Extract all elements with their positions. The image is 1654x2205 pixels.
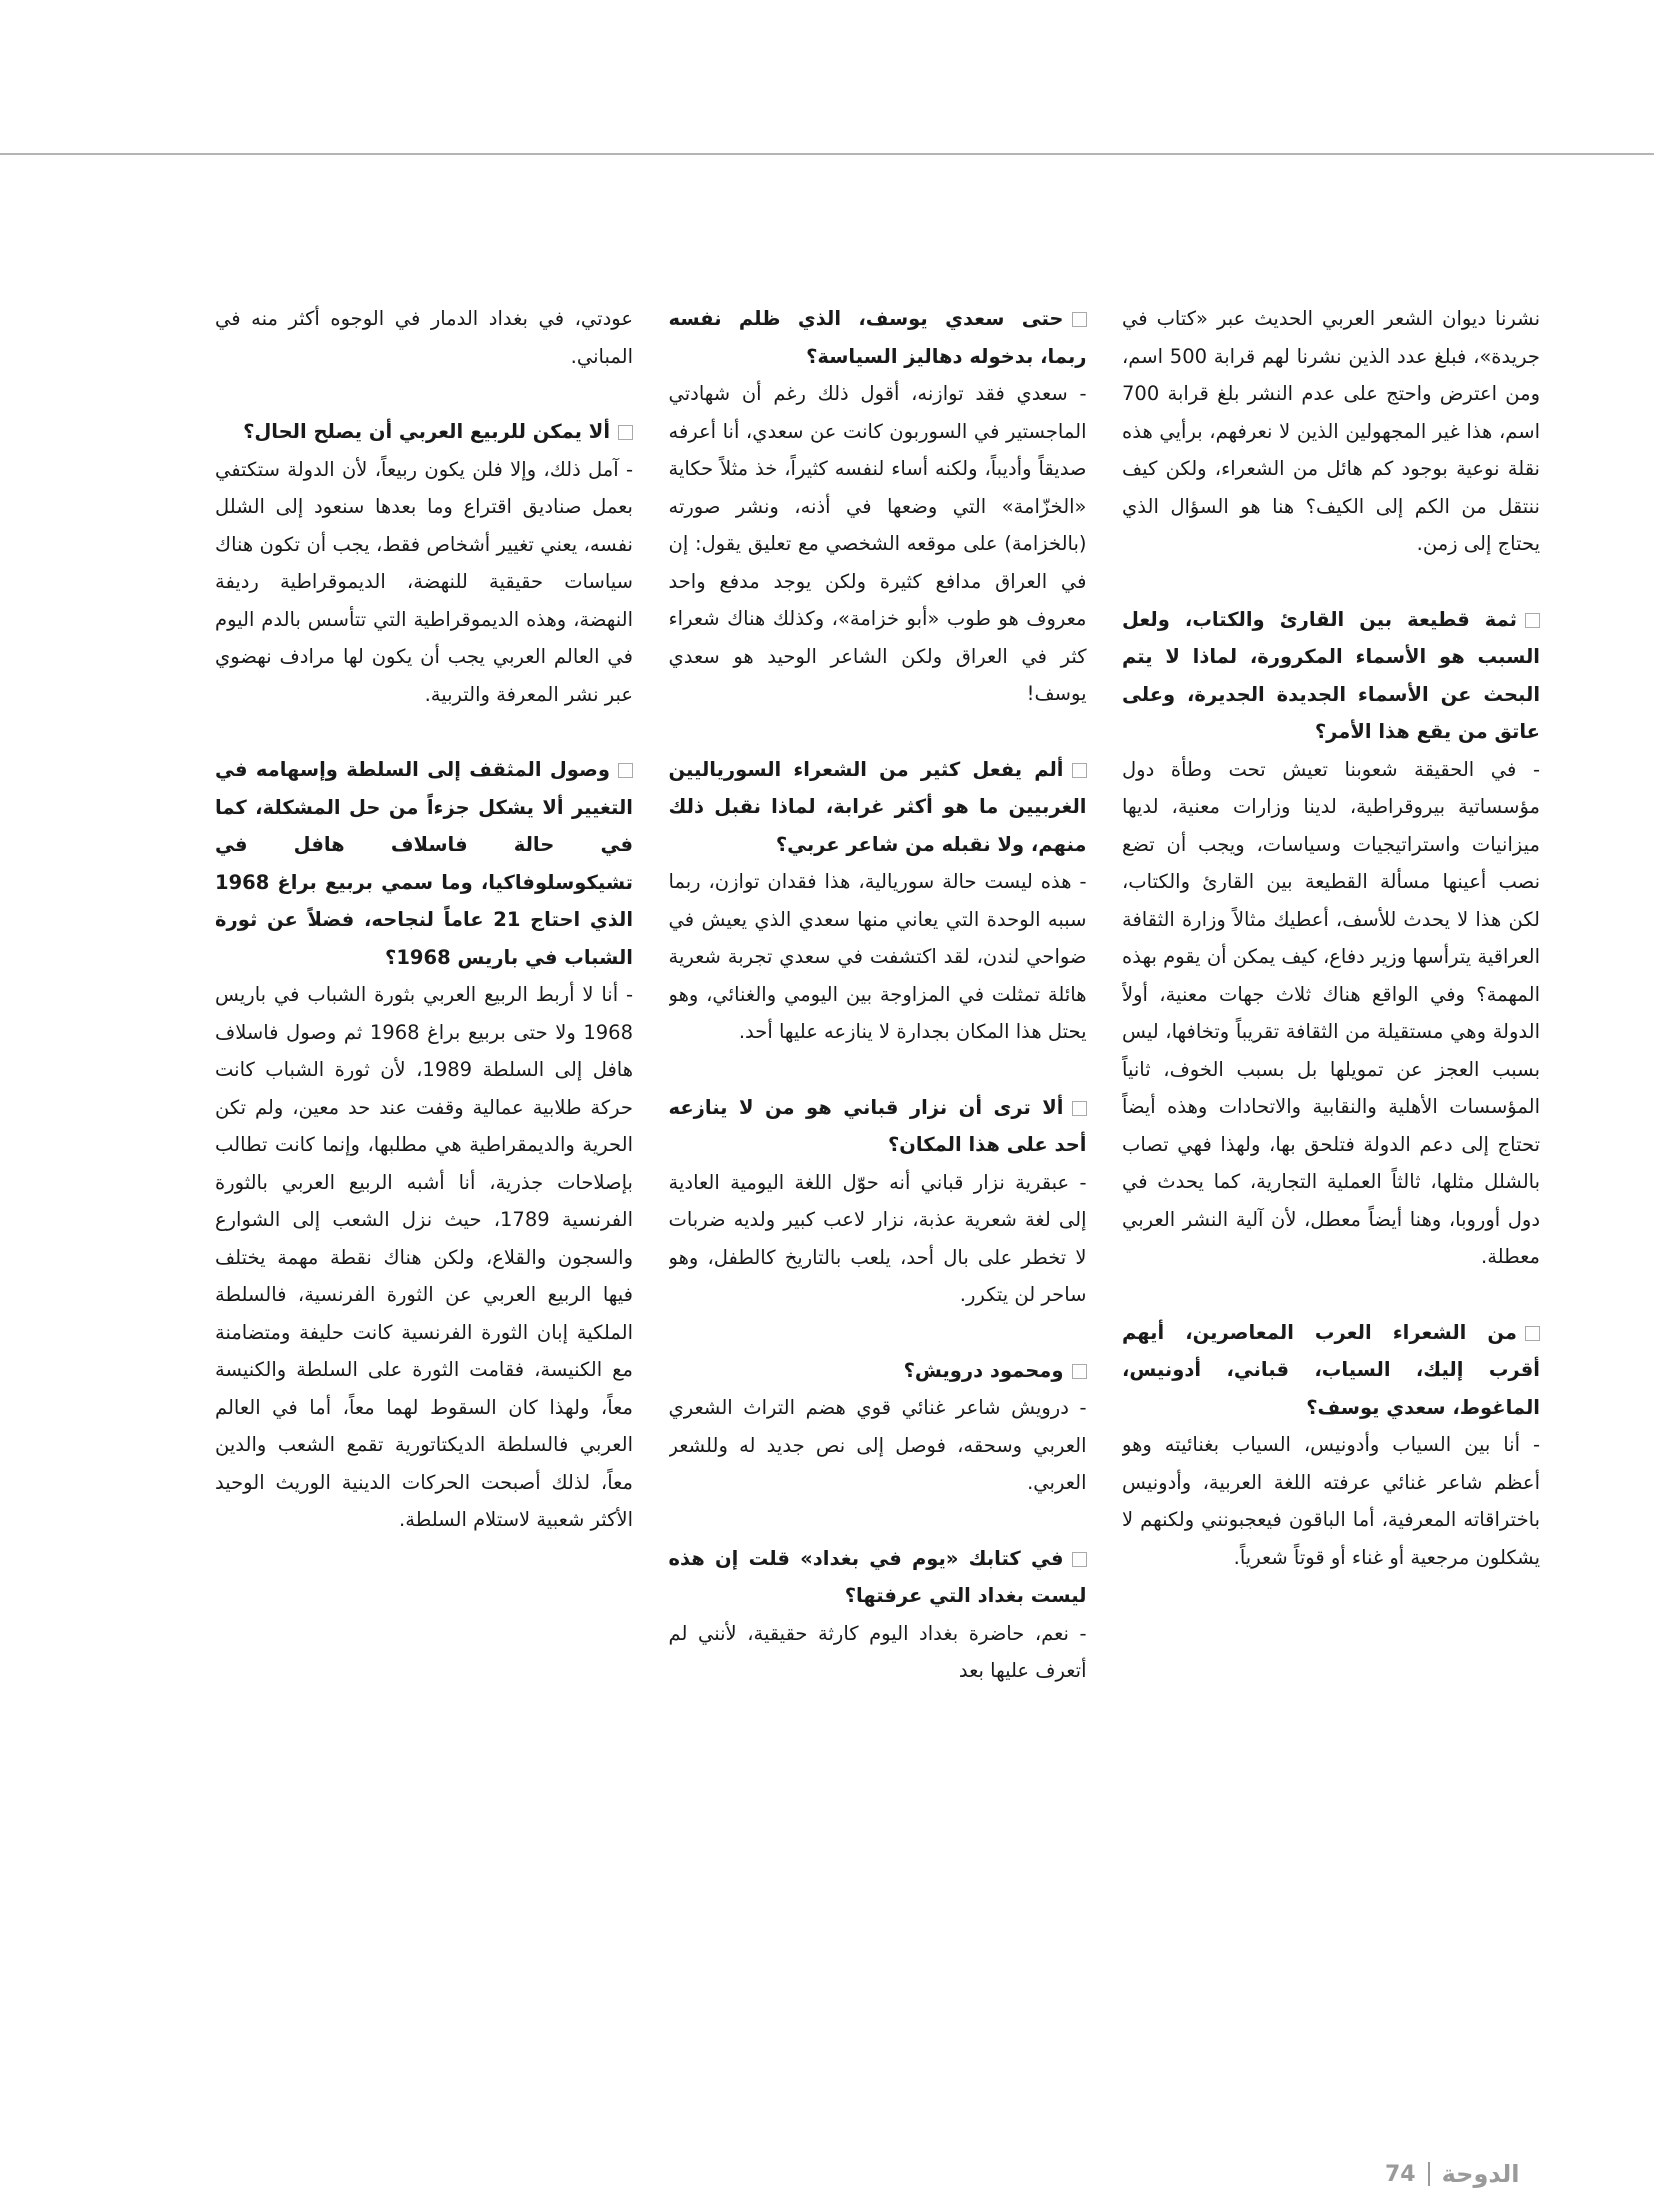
question-marker-icon <box>1525 1326 1540 1341</box>
question-text: ألا يمكن للربيع العربي أن يصلح الحال؟ <box>243 420 610 443</box>
interview-question <box>669 1089 1087 1164</box>
interview-answer: - درويش شاعر غنائي قوي هضم التراث الشعري العربي وسحقه، فوصل إلى نص جديد له وللشعر العربي. <box>668 1396 1087 1494</box>
article-columns <box>215 300 1540 2060</box>
interview-answer: نشرنا ديوان الشعر العربي الحديث عبر «كتاب في جريدة»، فبلغ عدد الذين نشرنا لهم قرابة 500 اسم، ومن اعترض واحتج على عدم النشر بلغ قرابة 700 اسم، هذا غير المجهولين الذين لا نعرفهم، برأيي هذه نقلة نوعية بوجود كم هائل من الشعراء، ولكن كيف ننتقل من الكم إلى الكيف؟ هنا هو السؤال الذي يحتاج إلى زمن. <box>1122 307 1540 555</box>
question-marker-icon <box>618 763 633 778</box>
interview-answer: - آمل ذلك، وإلا فلن يكون ربيعاً، لأن الدولة ستكتفي بعمل صناديق اقتراع وما بعدها سنعود إلى الشلل نفسه، يعني تغيير أشخاص فقط، يجب أن تكون هناك سياسات حقيقية للنهضة، الديموقراطية رديفة النهضة، وهذه الديموقراطية التي تتأسس بالدم اليوم في العالم العربي يجب أن يكون لها مرادف نهضوي عبر نشر المعرفة والتربية. <box>215 457 633 706</box>
page-footer <box>1385 2160 1520 2188</box>
interview-answer: - أنا بين السياب وأدونيس، السياب بغنائيته وهو أعظم شاعر غنائي عرفته اللغة العربية، وأدونيس باختراقاته المعرفية، أما الباقون فيعجبونني ولكنهم لا يشكلون مرجعية أو غناء أو قوتاً شعرياً. <box>1122 1433 1540 1569</box>
interview-question <box>1122 601 1540 751</box>
magazine-logo: الدوحة <box>1441 2160 1520 2188</box>
interview-question <box>669 751 1087 864</box>
top-rule <box>0 153 1654 155</box>
question-marker-icon <box>1072 1101 1087 1116</box>
question-text: حتى سعدي يوسف، الذي ظلم نفسه ربما، بدخوله دهاليز السياسة؟ <box>668 307 1087 368</box>
interview-question <box>669 300 1087 375</box>
interview-answer: عودتي، في بغداد الدمار في الوجوه أكثر منه في المباني. <box>215 307 633 368</box>
question-marker-icon <box>618 425 633 440</box>
column-right <box>1122 300 1540 2060</box>
question-text: ألم يفعل كثير من الشعراء السورياليين الغربيين ما هو أكثر غرابة، لماذا نقبل ذلك منهم، ولا نقبله من شاعر عربي؟ <box>668 757 1087 856</box>
question-text: في كتابك «يوم في بغداد» قلت إن هذه ليست بغداد التي عرفتها؟ <box>668 1546 1087 1607</box>
page-number: 74 <box>1385 2161 1416 2187</box>
interview-question <box>215 413 633 451</box>
question-text: ثمة قطيعة بين القارئ والكتاب، ولعل السبب هو الأسماء المكرورة، لماذا لا يتم البحث عن الأسماء الجديدة الجديرة، وعلى عاتق من يقع هذا الأمر؟ <box>1122 607 1540 743</box>
interview-question <box>669 1352 1087 1390</box>
interview-answer: - سعدي فقد توازنه، أقول ذلك رغم أن شهادتي الماجستير في السوربون كانت عن سعدي، أنا أعرفه صديقاً وأديباً، ولكنه أساء لنفسه كثيراً، خذ مثلاً حكاية «الخزّامة» التي وضعها في أذنه، ونشر صورته (بالخزامة) على موقعه الشخصي مع تعليق يقول: إن في العراق مدافع كثيرة ولكن يوجد مدفع واحد معروف هو طوب «أبو خزامة»، وكذلك هناك شعراء كثر في العراق ولكن الشاعر الوحيد هو سعدي يوسف! <box>668 382 1087 705</box>
interview-answer: - هذه ليست حالة سوريالية، هذا فقدان توازن، ربما سببه الوحدة التي يعاني منها سعدي الذي يعيش في ضواحي لندن، لقد اكتشفت في سعدي تجربة شعرية هائلة تمثلت في المزاوجة بين اليومي والغنائي، وهو يحتل هذا المكان بجدارة لا ينازعه عليها أحد. <box>668 870 1087 1043</box>
question-marker-icon <box>1072 1364 1087 1379</box>
interview-answer: - نعم، حاضرة بغداد اليوم كارثة حقيقية، لأنني لم أتعرف عليها بعد <box>668 1621 1087 1682</box>
question-marker-icon <box>1072 312 1087 327</box>
question-text: من الشعراء العرب المعاصرين، أيهم أقرب إليك، السياب، قباني، أدونيس، الماغوط، سعدي يوسف؟ <box>1122 1320 1540 1419</box>
interview-question <box>215 751 633 976</box>
interview-question <box>1122 1314 1540 1427</box>
interview-question <box>669 1540 1087 1615</box>
interview-answer: - عبقرية نزار قباني أنه حوّل اللغة اليومية العادية إلى لغة شعرية عذبة، نزار لاعب كبير ولديه ضربات لا تخطر على بال أحد، يلعب بالتاريخ كالطفل، وهو ساحر لن يتكرر. <box>668 1170 1087 1306</box>
question-marker-icon <box>1072 1552 1087 1567</box>
question-text: ومحمود درويش؟ <box>903 1358 1064 1382</box>
footer-divider <box>1428 2162 1430 2186</box>
interview-answer: - في الحقيقة شعوبنا تعيش تحت وطأة دول مؤسساتية بيروقراطية، لدينا وزارات معنية، لديها ميزانيات واستراتيجيات وسياسات، ويجب أن تضع نصب أعينها مسألة القطيعة بين القارئ والكتاب، لكن هذا لا يحدث للأسف، أعطيك مثالاً وزارة الثقافة العراقية يترأسها وزير دفاع، كيف يمكن أن يقوم بهذه المهمة؟ وفي الواقع هناك ثلاث جهات معنية، أولاً الدولة وهي مستقيلة من الثقافة تقريباً وتخافها، ليس بسبب العجز عن تمويلها بل بسبب الخوف، ثانياً المؤسسات الأهلية والنقابية والاتحادات وهذه أيضاً تحتاج إلى دعم الدولة فتلحق بها، ولهذا فهي تصاب بالشلل مثلها، ثالثاً العملية التجارية، كما يحدث في دول أوروبا، وهنا أيضاً معطل، لأن آلية النشر العربي معطلة. <box>1122 757 1540 1268</box>
question-text: وصول المثقف إلى السلطة وإسهامه في التغيير ألا يشكل جزءاً من حل المشكلة، كما في حالة فاسلاف هافل في تشيكوسلوفاكيا، وما سمي بربيع براغ 1968 الذي احتاج 21 عاماً لنجاحه، فضلاً عن ثورة الشباب في باريس 1968؟ <box>215 758 633 969</box>
question-text: ألا ترى أن نزار قباني هو من لا ينازعه أحد على هذا المكان؟ <box>668 1095 1087 1156</box>
question-marker-icon <box>1072 763 1087 778</box>
interview-answer: - أنا لا أربط الربيع العربي بثورة الشباب في باريس 1968 ولا حتى بربيع براغ 1968 ثم وصول فاسلاف هافل إلى السلطة 1989، لأن ثورة الشباب كانت حركة طلابية عمالية وقفت عند حد معين، ولم تكن الحرية والديمقراطية هي مطلبها، وإنما كانت تطالب بإصلاحات جذرية، أنا أشبه الربيع العربي بالثورة الفرنسية 1789، حيث نزل الشعب إلى الشوارع والسجون والقلاع، ولكن هناك نقطة مهمة يختلف فيها الربيع العربي عن الثورة الفرنسية، فالسلطة الملكية إبان الثورة الفرنسية كانت حليفة ومتضامنة مع الكنيسة، فقامت الثورة على السلطة والكنيسة معاً، ولهذا كان السقوط لهما معاً، أما في العالم العربي فالسلطة الديكتاتورية تقمع الشعب والدين معاً، لذلك أصبحت الحركات الدينية الوريث الوحيد الأكثر شعبية لاستلام السلطة. <box>215 983 633 1531</box>
question-marker-icon <box>1525 613 1540 628</box>
column-left <box>215 300 633 2060</box>
column-middle <box>669 300 1087 2060</box>
